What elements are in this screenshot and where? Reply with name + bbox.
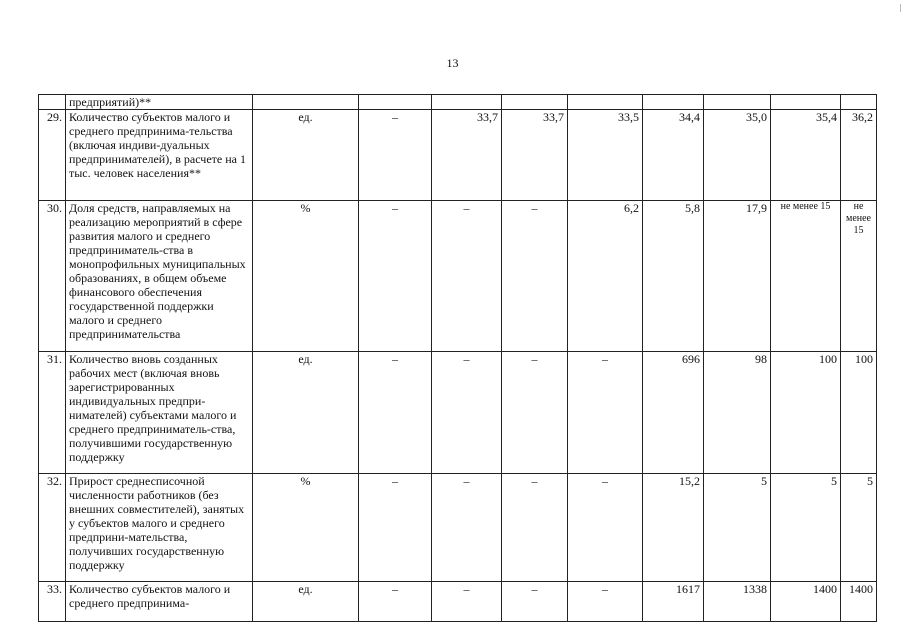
scan-edge-mark [900,4,901,12]
value-cell: – [568,474,643,582]
indicator-cell: Прирост среднесписочной численности работников (без внешних совместителей), занятых у субъектов малого и среднего предприни-мательства, получивших государственную поддержку [66,474,253,582]
value-cell [568,95,643,110]
value-cell: 34,4 [643,110,704,201]
value-cell: 5 [704,474,771,582]
value-cell [643,95,704,110]
value-cell: 5,8 [643,201,704,352]
value-cell: не менее 15 [771,201,841,352]
value-cell: – [502,582,568,622]
value-cell: 33,5 [568,110,643,201]
value-cell: 5 [841,474,877,582]
table-row [39,110,877,201]
value-cell: – [568,582,643,622]
indicator-cell: Количество вновь созданных рабочих мест (включая вновь зарегистрированных индивидуальных предпри-нимателей) субъектами малого и среднего предприниматель-ства, получившими государственную поддержку [66,352,253,474]
value-cell [432,95,502,110]
table-row [39,352,877,474]
value-cell [359,95,432,110]
value-cell: – [359,110,432,201]
row-number: 32. [39,474,66,582]
unit-cell: % [253,201,359,352]
value-cell: 36,2 [841,110,877,201]
unit-cell: ед. [253,582,359,622]
value-cell: – [502,201,568,352]
value-cell: 696 [643,352,704,474]
unit-cell: ед. [253,352,359,474]
value-cell: – [432,201,502,352]
value-cell [841,95,877,110]
value-cell: 5 [771,474,841,582]
value-cell: 6,2 [568,201,643,352]
value-cell: – [432,582,502,622]
value-cell: – [502,474,568,582]
value-cell: – [359,352,432,474]
indicator-cell: предприятий)** [66,95,253,110]
value-cell: 98 [704,352,771,474]
table-row [39,201,877,352]
value-cell: – [432,352,502,474]
row-number: 30. [39,201,66,352]
page-number: 13 [446,56,459,70]
value-cell: 100 [841,352,877,474]
value-cell: – [359,201,432,352]
value-cell: – [432,474,502,582]
row-number [39,95,66,110]
value-cell [502,95,568,110]
value-cell: 1617 [643,582,704,622]
table-row [39,95,877,110]
value-cell: 35,4 [771,110,841,201]
value-cell: – [359,582,432,622]
indicator-cell: Количество субъектов малого и среднего предпринима-тельства (включая индиви-дуальных предпринимателей), в расчете на 1 тыс. человек населения** [66,110,253,201]
value-cell: 33,7 [502,110,568,201]
table-row [39,474,877,582]
row-number: 29. [39,110,66,201]
value-cell: 17,9 [704,201,771,352]
value-cell: 15,2 [643,474,704,582]
value-cell [704,95,771,110]
value-cell: 1338 [704,582,771,622]
value-cell: – [568,352,643,474]
value-cell: 1400 [771,582,841,622]
value-cell: – [502,352,568,474]
indicator-cell: Доля средств, направляемых на реализацию мероприятий в сфере развития малого и среднего предприниматель-ства в монопрофильных муниципальных образованиях, в общем объеме финансового обеспечения государственной поддержки малого и среднего предпринимательства [66,201,253,352]
indicators-table [38,94,877,622]
value-cell: 33,7 [432,110,502,201]
unit-cell [253,95,359,110]
value-cell [771,95,841,110]
row-number: 31. [39,352,66,474]
row-number: 33. [39,582,66,622]
value-cell: 35,0 [704,110,771,201]
value-cell: 100 [771,352,841,474]
table-row [39,582,877,622]
indicator-cell: Количество субъектов малого и среднего предпринима- [66,582,253,622]
unit-cell: ед. [253,110,359,201]
value-cell: не менее 15 [841,201,877,352]
unit-cell: % [253,474,359,582]
value-cell: 1400 [841,582,877,622]
value-cell: – [359,474,432,582]
